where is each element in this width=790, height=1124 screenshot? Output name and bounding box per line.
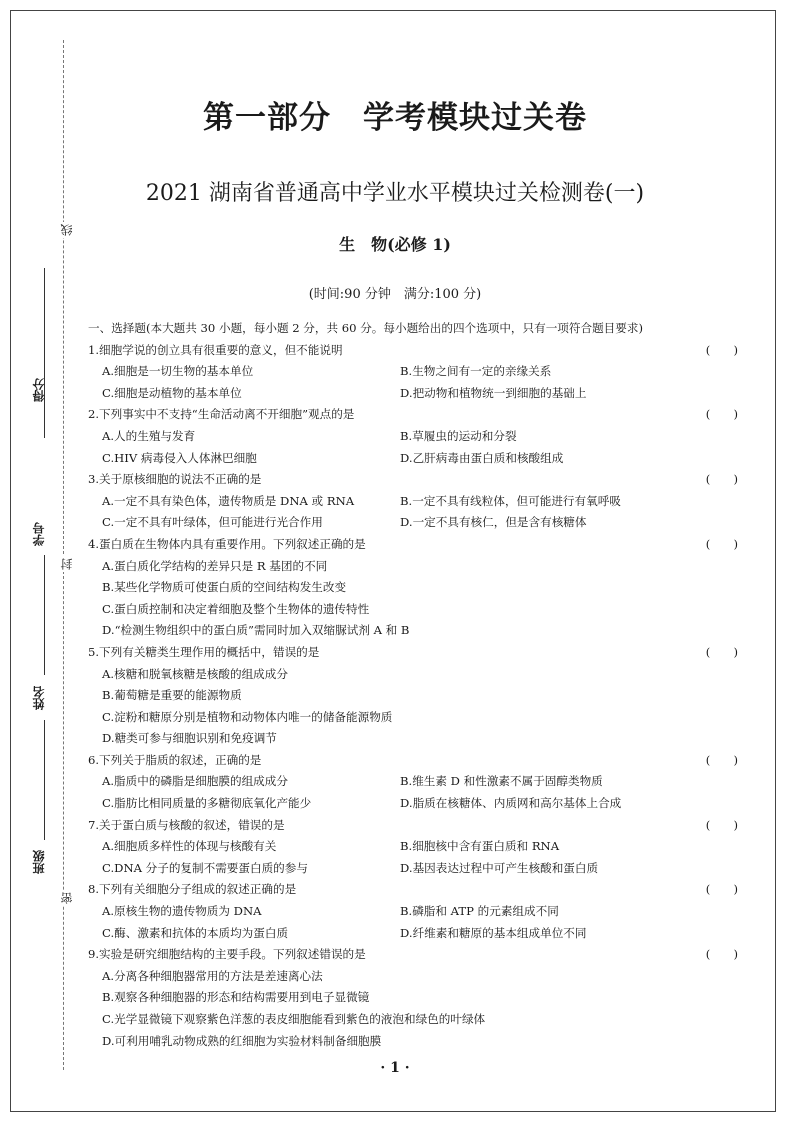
questions-area <box>88 318 748 1052</box>
question-2 <box>88 404 748 426</box>
option-d: D.把动物和植物统一到细胞的基础上 <box>400 385 587 400</box>
option-d: D.可利用哺乳动物成熟的红细胞为实验材料制备细胞膜 <box>102 1033 382 1048</box>
question-stem: 3.关于原核细胞的说法不正确的是 <box>88 472 262 487</box>
margin-number-label: 学号 <box>32 522 46 546</box>
option-b: B.某些化学物质可使蛋白质的空间结构发生改变 <box>102 580 347 595</box>
question-7 <box>88 815 748 837</box>
name-field-line[interactable] <box>44 720 45 840</box>
option-b: B.草履虫的运动和分裂 <box>400 428 517 443</box>
option-a: A.细胞是一切生物的基本单位 <box>102 364 254 379</box>
question-stem: 2.下列事实中不支持“生命活动离不开细胞”观点的是 <box>88 407 355 422</box>
option-b: B.磷脂和 ATP 的元素组成不同 <box>400 904 559 919</box>
margin-score-label: 得分 <box>32 378 46 402</box>
option-b: B.葡萄糖是重要的能源物质 <box>102 688 242 703</box>
option-d: D.脂质在核糖体、内质网和高尔基体上合成 <box>400 796 622 811</box>
option-c: C.光学显微镜下观察紫色洋葱的表皮细胞能看到紫色的液泡和绿色的叶绿体 <box>102 1012 486 1026</box>
margin-feng: 封 <box>60 558 74 570</box>
question-stem: 5.下列有关糖类生理作用的概括中，错误的是 <box>88 644 320 659</box>
option-c: C.脂肪比相同质量的多糖彻底氧化产能少 <box>102 796 312 811</box>
margin-class-label: 班级 <box>32 850 46 874</box>
option-a: A.一定不具有染色体，遗传物质是 DNA 或 RNA <box>102 493 355 508</box>
option-b: B.维生素 D 和性激素不属于固醇类物质 <box>400 774 603 789</box>
question-stem: 7.关于蛋白质与核酸的叙述，错误的是 <box>88 817 285 832</box>
answer-paren[interactable]: ( ) <box>705 947 738 962</box>
option-a: A.核糖和脱氧核糖是核酸的组成成分 <box>102 666 288 681</box>
option-a: A.原核生物的遗传物质为 DNA <box>102 904 262 919</box>
option-a: A.细胞质多样性的体现与核酸有关 <box>102 839 277 854</box>
option-b: B.观察各种细胞器的形态和结构需要用到电子显微镜 <box>102 990 370 1005</box>
option-c: C.一定不具有叶绿体，但可能进行光合作用 <box>102 515 323 530</box>
option-c: C.HIV 病毒侵入人体淋巴细胞 <box>102 450 257 465</box>
exam-title: 2021 湖南省普通高中学业水平模块过关检测卷(一) <box>145 181 645 206</box>
margin-mi: 密 <box>60 892 74 904</box>
option-d: D.“检测生物组织中的蛋白质”需同时加入双缩脲试剂 A 和 B <box>102 623 410 638</box>
section-header: 一、选择题(本大题共 30 小题，每小题 2 分，共 60 分。每小题给出的四个选项中，只有一项符合题目要求) <box>88 321 643 335</box>
option-b: B.一定不具有线粒体，但可能进行有氧呼吸 <box>400 493 621 508</box>
answer-paren[interactable]: ( ) <box>705 644 738 659</box>
margin-name-label: 姓名 <box>32 686 46 710</box>
option-c: C.淀粉和糖原分别是植物和动物体内唯一的储备能源物质 <box>102 709 393 724</box>
question-3 <box>88 469 748 491</box>
option-a: A.分离各种细胞器常用的方法是差速离心法 <box>102 968 323 983</box>
option-a: A.人的生殖与发育 <box>102 428 196 443</box>
option-a: A.蛋白质化学结构的差异只是 R 基团的不同 <box>102 558 328 573</box>
answer-paren[interactable]: ( ) <box>705 472 738 487</box>
option-a: A.脂质中的磷脂是细胞膜的组成成分 <box>102 774 288 789</box>
option-d: D.纤维素和糖原的基本组成单位不同 <box>400 925 587 940</box>
page-number: · 1 · <box>380 1060 410 1076</box>
margin-xian: 线 <box>60 224 74 236</box>
time-info: (时间:90 分钟 满分:100 分) <box>308 287 482 302</box>
part-title: 第一部分 学考模块过关卷 <box>203 100 587 136</box>
question-stem: 8.下列有关细胞分子组成的叙述正确的是 <box>88 882 297 897</box>
option-c: C.DNA 分子的复制不需要蛋白质的参与 <box>102 860 308 875</box>
answer-paren[interactable]: ( ) <box>705 817 738 832</box>
answer-paren[interactable]: ( ) <box>705 407 738 422</box>
option-d: D.基因表达过程中可产生核酸和蛋白质 <box>400 860 599 875</box>
question-stem: 6.下列关于脂质的叙述，正确的是 <box>88 752 262 767</box>
question-stem: 1.细胞学说的创立具有很重要的意义，但不能说明 <box>88 342 343 357</box>
answer-paren[interactable]: ( ) <box>705 752 738 767</box>
option-d: D.乙肝病毒由蛋白质和核酸组成 <box>400 450 564 465</box>
option-d: D.糖类可参与细胞识别和免疫调节 <box>102 731 277 746</box>
question-6 <box>88 750 748 772</box>
option-b: B.细胞核中含有蛋白质和 RNA <box>400 839 560 854</box>
question-stem: 9.实验是研究细胞结构的主要手段。下列叙述错误的是 <box>88 947 366 962</box>
subject-title: 生 物(必修 1) <box>339 235 451 254</box>
option-c: C.细胞是动植物的基本单位 <box>102 385 242 400</box>
option-c: C.酶、激素和抗体的本质均为蛋白质 <box>102 925 289 940</box>
answer-paren[interactable]: ( ) <box>705 536 738 551</box>
answer-paren[interactable]: ( ) <box>705 342 738 357</box>
question-8 <box>88 879 748 901</box>
number-field-line[interactable] <box>44 555 45 675</box>
option-d: D.一定不具有核仁，但是含有核糖体 <box>400 515 587 530</box>
question-stem: 4.蛋白质在生物体内具有重要作用。下列叙述正确的是 <box>88 536 366 551</box>
option-c: C.蛋白质控制和决定着细胞及整个生物体的遗传特性 <box>102 601 370 616</box>
question-9 <box>88 944 748 966</box>
question-5 <box>88 642 748 664</box>
answer-paren[interactable]: ( ) <box>705 882 738 897</box>
option-b: B.生物之间有一定的亲缘关系 <box>400 364 552 379</box>
question-1 <box>88 340 748 362</box>
question-4 <box>88 534 748 556</box>
